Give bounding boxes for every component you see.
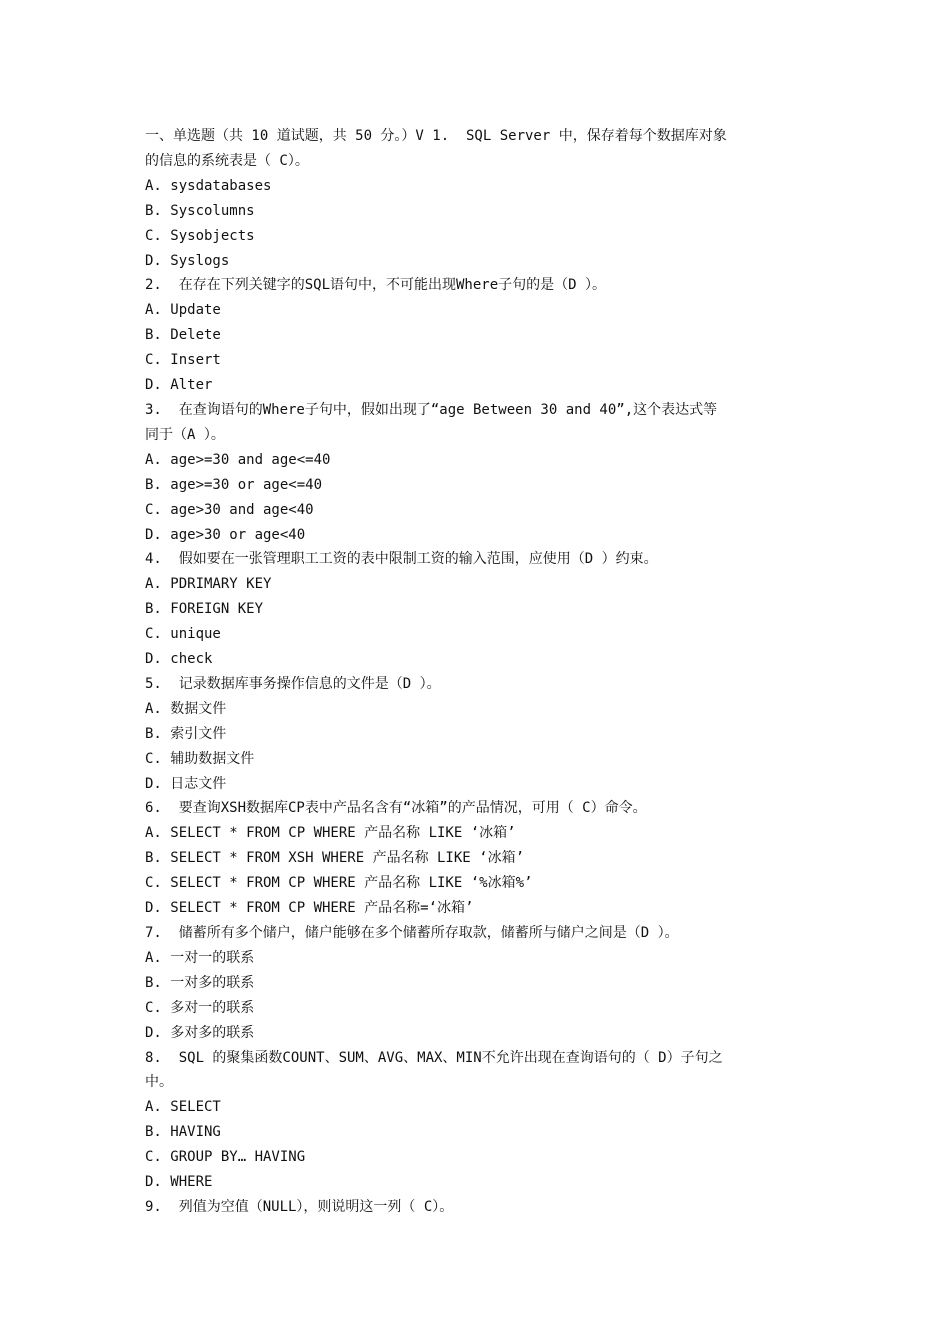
text-line: C. 辅助数据文件 <box>145 750 255 767</box>
text-line: B. SELECT * FROM XSH WHERE 产品名称 LIKE ‘冰箱’ <box>145 850 525 867</box>
text-line: C. GROUP BY… HAVING <box>145 1149 306 1166</box>
text-line: B. Delete <box>145 327 221 344</box>
text-line: 同于（A ）。 <box>145 426 225 443</box>
text-line: C. unique <box>145 626 221 643</box>
text-line: C. Sysobjects <box>145 227 255 244</box>
text-line: C. SELECT * FROM CP WHERE 产品名称 LIKE ‘%冰箱%’ <box>145 875 533 892</box>
text-line: D. WHERE <box>145 1174 213 1191</box>
text-line: 的信息的系统表是（ C）。 <box>145 152 309 169</box>
text-line: A. 一对一的联系 <box>145 949 255 966</box>
text-line: C. age>30 and age<40 <box>145 501 314 518</box>
text-line: 4. 假如要在一张管理职工工资的表中限制工资的输入范围，应使用（D ）约束。 <box>145 551 658 568</box>
text-line: A. sysdatabases <box>145 177 272 194</box>
text-line: 9. 列值为空值（NULL），则说明这一列（ C）。 <box>145 1198 454 1215</box>
text-line: 7. 储蓄所有多个储户，储户能够在多个储蓄所存取款，储蓄所与储户之间是（D ）。 <box>145 925 679 941</box>
text-line: C. Insert <box>145 352 221 369</box>
text-line: 8. SQL 的聚集函数COUNT、SUM、AVG、MAX、MIN不允许出现在查询语句的（ D）子句之 <box>145 1049 723 1066</box>
text-line: D. check <box>145 651 213 668</box>
text-line: 中。 <box>145 1074 173 1091</box>
text-line: 2. 在存在下列关键字的SQL语句中，不可能出现Where子句的是（D ）。 <box>145 277 607 294</box>
text-line: A. Update <box>145 302 221 319</box>
document-page <box>145 124 815 1220</box>
text-line: B. 一对多的联系 <box>145 974 255 991</box>
text-line: D. 日志文件 <box>145 775 227 792</box>
text-line: D. 多对多的联系 <box>145 1024 255 1041</box>
text-line: D. age>30 or age<40 <box>145 526 306 543</box>
text-line: B. HAVING <box>145 1124 221 1141</box>
text-line: A. PDRIMARY KEY <box>145 576 272 593</box>
text-line: A. 数据文件 <box>145 700 227 717</box>
text-line: 6. 要查询XSH数据库CP表中产品名含有“冰箱”的产品情况，可用（ C）命令。 <box>145 800 647 817</box>
text-line: D. Syslogs <box>145 252 230 269</box>
text-line: B. FOREIGN KEY <box>145 601 264 618</box>
text-line: A. SELECT <box>145 1099 221 1116</box>
text-line: D. SELECT * FROM CP WHERE 产品名称=‘冰箱’ <box>145 900 474 917</box>
text-line: 5. 记录数据库事务操作信息的文件是（D ）。 <box>145 675 441 692</box>
text-line: A. age>=30 and age<=40 <box>145 451 331 468</box>
text-line: C. 多对一的联系 <box>145 999 255 1016</box>
text-line: A. SELECT * FROM CP WHERE 产品名称 LIKE ‘冰箱’ <box>145 825 516 842</box>
text-line: 一、单选题（共 10 道试题，共 50 分。）V 1. SQL Server 中，保存着每个数据库对象 <box>145 128 727 144</box>
text-line: B. 索引文件 <box>145 725 227 742</box>
text-line: 3. 在查询语句的Where子句中，假如出现了“age Between 30 and 40”,这个表达式等 <box>145 401 718 418</box>
text-line: B. Syscolumns <box>145 202 255 219</box>
text-line: B. age>=30 or age<=40 <box>145 476 323 493</box>
text-line: D. Alter <box>145 377 213 394</box>
